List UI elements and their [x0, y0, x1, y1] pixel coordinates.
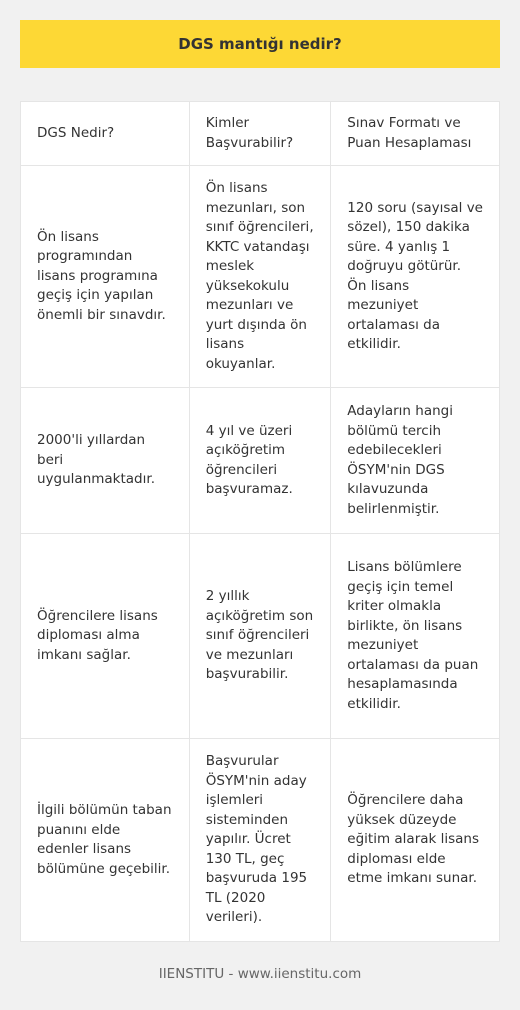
table-row: [21, 739, 500, 942]
table-header-cell: DGS Nedir?: [21, 102, 190, 166]
table-cell: Ön lisans programından lisans programına geçiş için yapılan önemli bir sınavdır.: [21, 166, 190, 388]
page-title: DGS mantığı nedir?: [178, 35, 342, 53]
table-row: [21, 166, 500, 388]
table-cell: 4 yıl ve üzeri açıköğretim öğrencileri başvuramaz.: [189, 388, 331, 534]
dgs-info-table: [20, 101, 500, 942]
table-cell: Ön lisans mezunları, son sınıf öğrencileri, KKTC vatandaşı meslek yüksekokulu mezunları ve yurt dışında ön lisans okuyanlar.: [189, 166, 331, 388]
table-header-row: [21, 102, 500, 166]
table-row: [21, 388, 500, 534]
table-cell: İlgili bölümün taban puanını elde edenler lisans bölümüne geçebilir.: [21, 739, 190, 942]
table-row: [21, 534, 500, 739]
table-cell: 2 yıllık açıköğretim son sınıf öğrencileri ve mezunları başvurabilir.: [189, 534, 331, 739]
table-header-cell: Sınav Formatı ve Puan Hesaplaması: [331, 102, 500, 166]
title-banner: [20, 20, 500, 68]
table-cell: Öğrencilere daha yüksek düzeyde eğitim alarak lisans diploması elde etme imkanı sunar.: [331, 739, 500, 942]
table-cell: Başvurular ÖSYM'nin aday işlemleri sisteminden yapılır. Ücret 130 TL, geç başvuruda 195 TL (2020 verileri).: [189, 739, 331, 942]
table-header-cell: Kimler Başvurabilir?: [189, 102, 331, 166]
table-cell: 120 soru (sayısal ve sözel), 150 dakika süre. 4 yanlış 1 doğruyu götürür. Ön lisans mezuniyet ortalaması da etkilidir.: [331, 166, 500, 388]
table-cell: Lisans bölümlere geçiş için temel kriter olmakla birlikte, ön lisans mezuniyet ortalaması da puan hesaplamasında etkilidir.: [331, 534, 500, 739]
table-cell: Adayların hangi bölümü tercih edebilecekleri ÖSYM'nin DGS kılavuzunda belirlenmiştir.: [331, 388, 500, 534]
footer-credit: IIENSTITU - www.iienstitu.com: [158, 966, 362, 982]
table-cell: 2000'li yıllardan beri uygulanmaktadır.: [21, 388, 190, 534]
table-cell: Öğrencilere lisans diploması alma imkanı sağlar.: [21, 534, 190, 739]
